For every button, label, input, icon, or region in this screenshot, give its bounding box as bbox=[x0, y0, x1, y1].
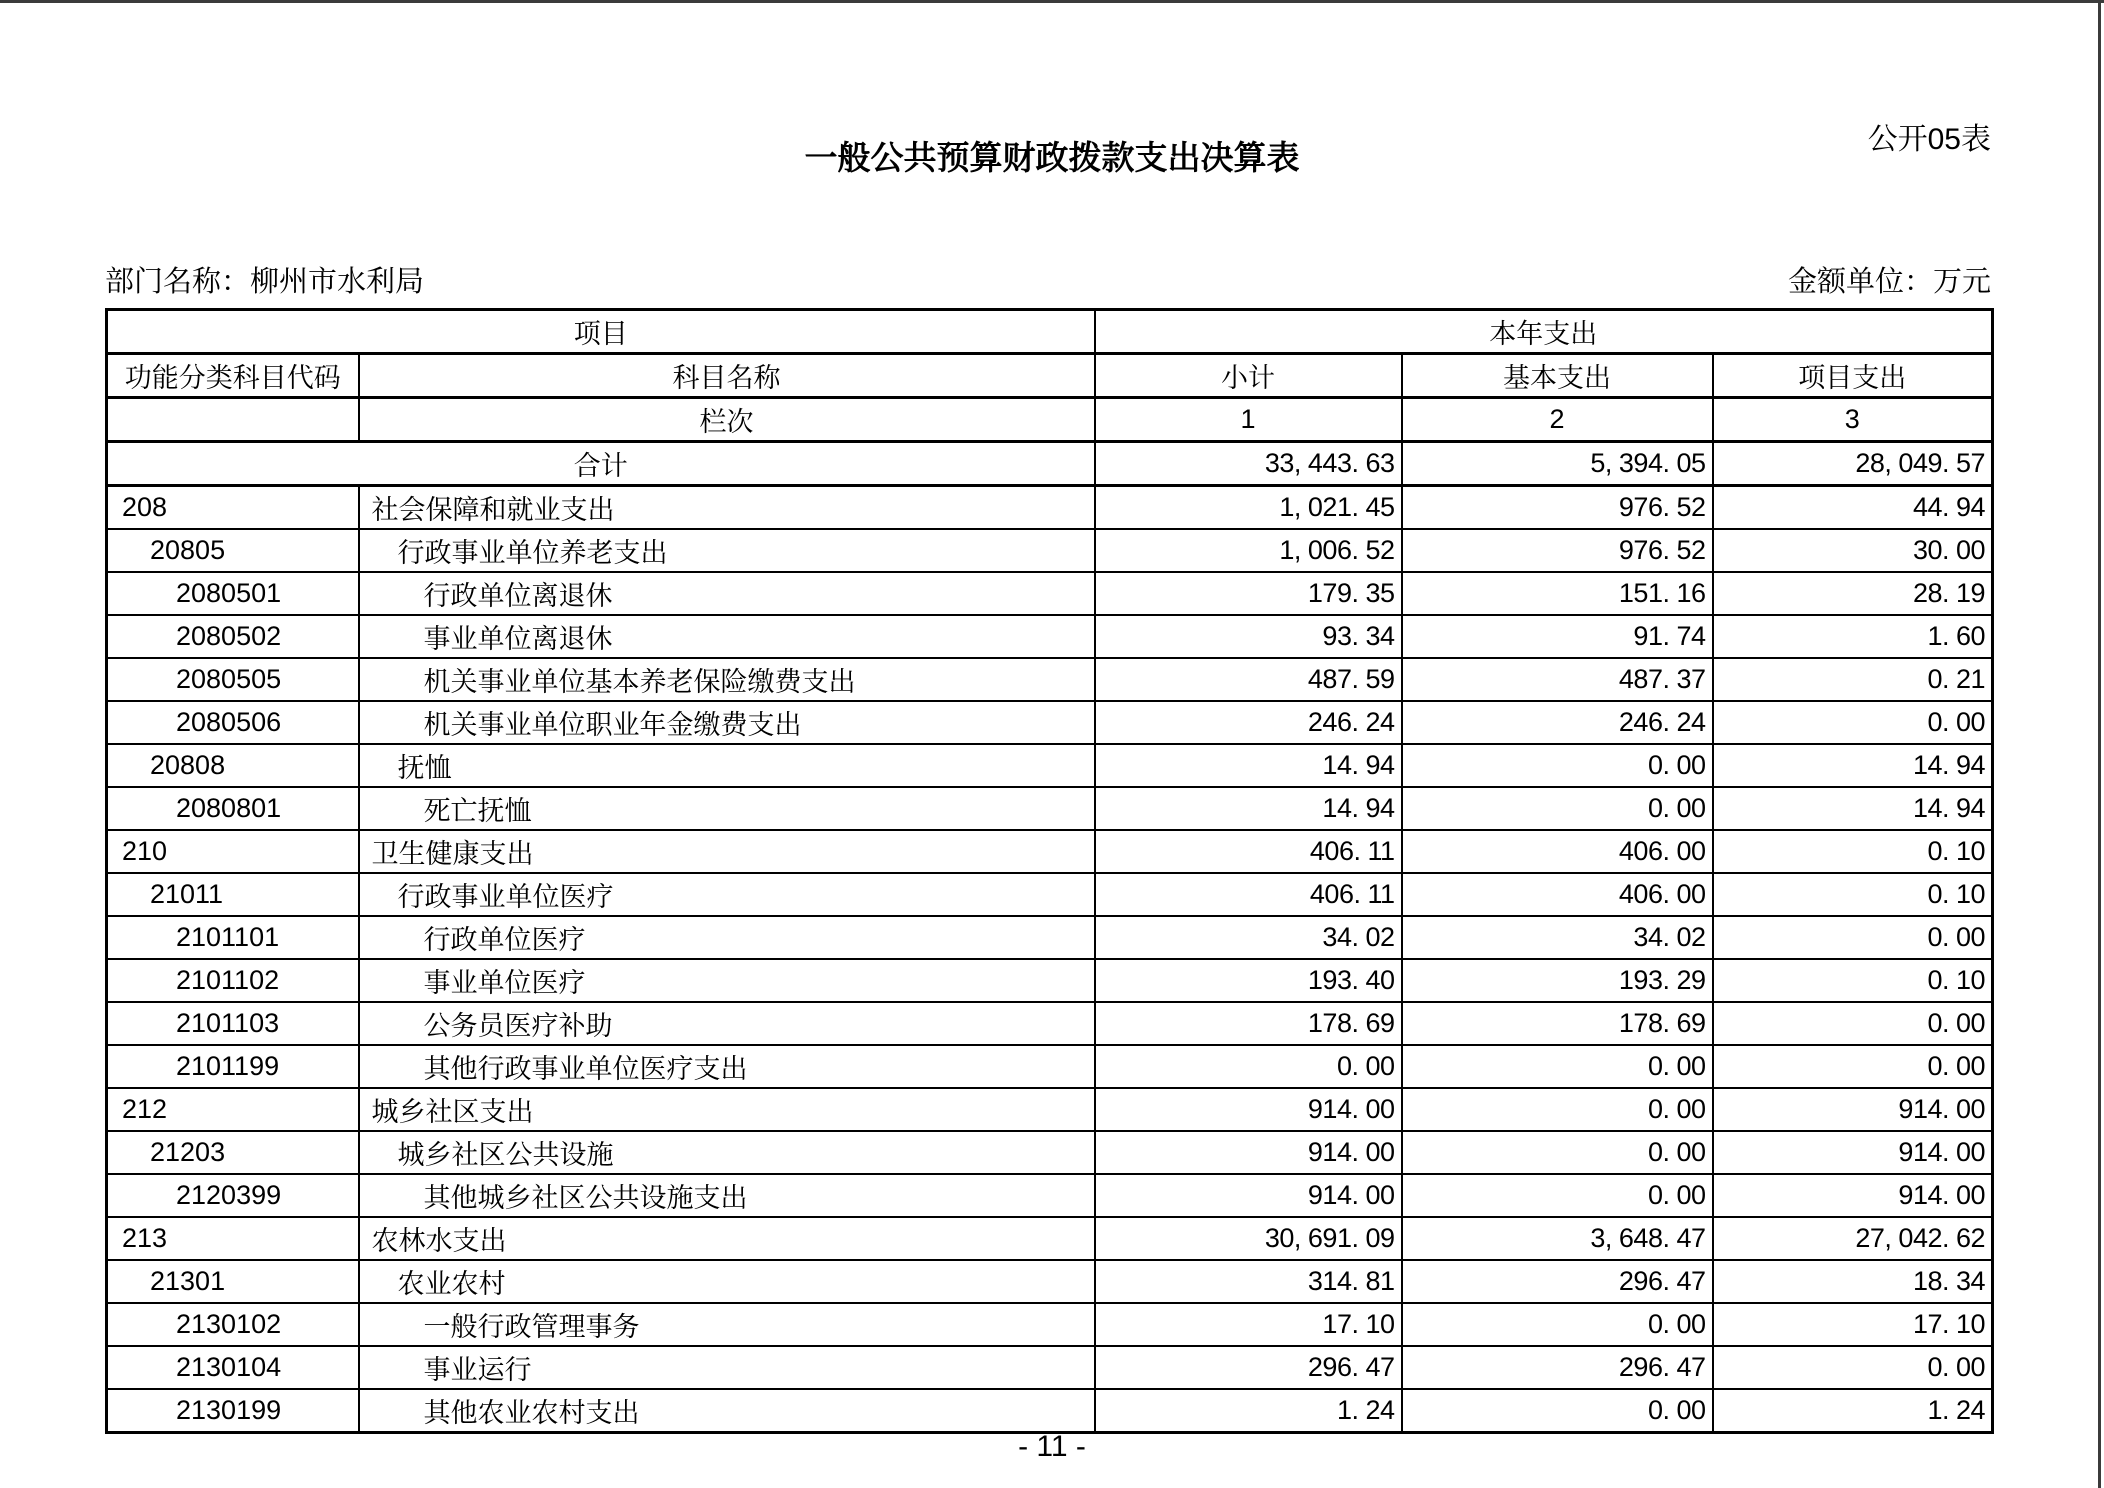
table-row bbox=[107, 744, 1993, 787]
row-function-code: 2130102 bbox=[107, 1303, 359, 1346]
table-row bbox=[107, 658, 1993, 701]
total-row bbox=[107, 442, 1993, 486]
row-subtotal-value: 296. 47 bbox=[1095, 1346, 1402, 1389]
row-subtotal-value: 1. 24 bbox=[1095, 1389, 1402, 1433]
row-project-value: 14. 94 bbox=[1713, 787, 1993, 830]
row-project-value: 27, 042. 62 bbox=[1713, 1217, 1993, 1260]
header-row-columns bbox=[107, 354, 1993, 398]
row-function-code: 2080801 bbox=[107, 787, 359, 830]
row-subject-name: 城乡社区支出 bbox=[359, 1088, 1095, 1131]
form-number-label: 公开05表 bbox=[1867, 123, 1991, 156]
row-subject-name: 抚恤 bbox=[359, 744, 1095, 787]
row-project-value: 1. 24 bbox=[1713, 1389, 1993, 1433]
page-title: 一般公共预算财政拨款支出决算表 bbox=[804, 139, 1300, 176]
header-project-expenditure: 项目支出 bbox=[1713, 354, 1993, 398]
row-basic-value: 406. 00 bbox=[1402, 830, 1713, 873]
table-row bbox=[107, 529, 1993, 572]
row-subtotal-value: 30, 691. 09 bbox=[1095, 1217, 1402, 1260]
table-row bbox=[107, 1346, 1993, 1389]
row-subject-name: 行政单位医疗 bbox=[359, 916, 1095, 959]
row-subtotal-value: 14. 94 bbox=[1095, 787, 1402, 830]
table-row bbox=[107, 572, 1993, 615]
total-subtotal-value: 33, 443. 63 bbox=[1095, 442, 1402, 486]
row-function-code: 2101102 bbox=[107, 959, 359, 1002]
row-subject-name: 农业农村 bbox=[359, 1260, 1095, 1303]
row-basic-value: 0. 00 bbox=[1402, 1088, 1713, 1131]
table-row bbox=[107, 959, 1993, 1002]
table-row bbox=[107, 701, 1993, 744]
row-subject-name: 死亡抚恤 bbox=[359, 787, 1095, 830]
row-subtotal-value: 0. 00 bbox=[1095, 1045, 1402, 1088]
header-subtotal: 小计 bbox=[1095, 354, 1402, 398]
row-function-code: 20805 bbox=[107, 529, 359, 572]
row-function-code: 2101101 bbox=[107, 916, 359, 959]
total-project-value: 28, 049. 57 bbox=[1713, 442, 1993, 486]
row-project-value: 0. 00 bbox=[1713, 1002, 1993, 1045]
header-col-index-3: 3 bbox=[1713, 398, 1993, 442]
row-function-code: 2130104 bbox=[107, 1346, 359, 1389]
row-function-code: 210 bbox=[107, 830, 359, 873]
row-project-value: 914. 00 bbox=[1713, 1174, 1993, 1217]
header-col-index-2: 2 bbox=[1402, 398, 1713, 442]
row-project-value: 18. 34 bbox=[1713, 1260, 1993, 1303]
row-subtotal-value: 1, 021. 45 bbox=[1095, 486, 1402, 530]
row-basic-value: 0. 00 bbox=[1402, 1045, 1713, 1088]
meta-row bbox=[105, 263, 1991, 301]
row-subtotal-value: 487. 59 bbox=[1095, 658, 1402, 701]
row-subtotal-value: 178. 69 bbox=[1095, 1002, 1402, 1045]
table-row bbox=[107, 1217, 1993, 1260]
row-basic-value: 976. 52 bbox=[1402, 529, 1713, 572]
row-project-value: 0. 00 bbox=[1713, 701, 1993, 744]
row-subtotal-value: 406. 11 bbox=[1095, 830, 1402, 873]
row-function-code: 2101103 bbox=[107, 1002, 359, 1045]
table-row bbox=[107, 916, 1993, 959]
header-column-index-label: 栏次 bbox=[359, 398, 1095, 442]
header-row-indexes bbox=[107, 398, 1993, 442]
table-row bbox=[107, 1303, 1993, 1346]
row-subtotal-value: 93. 34 bbox=[1095, 615, 1402, 658]
header-blank-cell bbox=[107, 398, 359, 442]
row-project-value: 1. 60 bbox=[1713, 615, 1993, 658]
table-row bbox=[107, 787, 1993, 830]
row-function-code: 21301 bbox=[107, 1260, 359, 1303]
row-basic-value: 406. 00 bbox=[1402, 873, 1713, 916]
table-row bbox=[107, 1088, 1993, 1131]
table-row bbox=[107, 1260, 1993, 1303]
table-row bbox=[107, 1045, 1993, 1088]
unit-label: 金额单位：万元 bbox=[1787, 266, 1991, 298]
row-project-value: 14. 94 bbox=[1713, 744, 1993, 787]
row-project-value: 914. 00 bbox=[1713, 1131, 1993, 1174]
row-function-code: 212 bbox=[107, 1088, 359, 1131]
row-basic-value: 34. 02 bbox=[1402, 916, 1713, 959]
row-function-code: 2130199 bbox=[107, 1389, 359, 1433]
row-subject-name: 行政单位离退休 bbox=[359, 572, 1095, 615]
row-project-value: 0. 00 bbox=[1713, 1346, 1993, 1389]
header-subject-name: 科目名称 bbox=[359, 354, 1095, 398]
table-row bbox=[107, 1131, 1993, 1174]
row-basic-value: 0. 00 bbox=[1402, 1303, 1713, 1346]
row-subject-name: 机关事业单位职业年金缴费支出 bbox=[359, 701, 1095, 744]
row-project-value: 0. 10 bbox=[1713, 873, 1993, 916]
row-project-value: 28. 19 bbox=[1713, 572, 1993, 615]
row-subject-name: 行政事业单位养老支出 bbox=[359, 529, 1095, 572]
row-subtotal-value: 406. 11 bbox=[1095, 873, 1402, 916]
row-subtotal-value: 17. 10 bbox=[1095, 1303, 1402, 1346]
row-subject-name: 一般行政管理事务 bbox=[359, 1303, 1095, 1346]
row-subject-name: 公务员医疗补助 bbox=[359, 1002, 1095, 1045]
row-function-code: 2080506 bbox=[107, 701, 359, 744]
header-row-groups bbox=[107, 310, 1993, 354]
row-project-value: 0. 00 bbox=[1713, 916, 1993, 959]
row-basic-value: 3, 648. 47 bbox=[1402, 1217, 1713, 1260]
row-basic-value: 487. 37 bbox=[1402, 658, 1713, 701]
row-basic-value: 0. 00 bbox=[1402, 1389, 1713, 1433]
row-subject-name: 事业单位医疗 bbox=[359, 959, 1095, 1002]
row-function-code: 2120399 bbox=[107, 1174, 359, 1217]
row-project-value: 30. 00 bbox=[1713, 529, 1993, 572]
page-top-edge-line bbox=[0, 0, 2104, 3]
row-subject-name: 其他城乡社区公共设施支出 bbox=[359, 1174, 1095, 1217]
total-basic-value: 5, 394. 05 bbox=[1402, 442, 1713, 486]
row-project-value: 0. 21 bbox=[1713, 658, 1993, 701]
row-function-code: 2080502 bbox=[107, 615, 359, 658]
row-subtotal-value: 246. 24 bbox=[1095, 701, 1402, 744]
row-basic-value: 246. 24 bbox=[1402, 701, 1713, 744]
row-function-code: 213 bbox=[107, 1217, 359, 1260]
table-row bbox=[107, 615, 1993, 658]
row-basic-value: 0. 00 bbox=[1402, 744, 1713, 787]
row-subject-name: 机关事业单位基本养老保险缴费支出 bbox=[359, 658, 1095, 701]
row-subtotal-value: 34. 02 bbox=[1095, 916, 1402, 959]
row-function-code: 20808 bbox=[107, 744, 359, 787]
header-year-expenditure-group: 本年支出 bbox=[1095, 310, 1993, 354]
row-subtotal-value: 914. 00 bbox=[1095, 1131, 1402, 1174]
row-subtotal-value: 14. 94 bbox=[1095, 744, 1402, 787]
row-function-code: 21203 bbox=[107, 1131, 359, 1174]
row-subject-name: 社会保障和就业支出 bbox=[359, 486, 1095, 530]
row-subject-name: 事业单位离退休 bbox=[359, 615, 1095, 658]
row-subtotal-value: 914. 00 bbox=[1095, 1174, 1402, 1217]
table-row bbox=[107, 873, 1993, 916]
row-project-value: 914. 00 bbox=[1713, 1088, 1993, 1131]
table-row bbox=[107, 830, 1993, 873]
row-basic-value: 296. 47 bbox=[1402, 1260, 1713, 1303]
row-basic-value: 0. 00 bbox=[1402, 1174, 1713, 1217]
budget-table bbox=[105, 308, 1994, 1434]
row-function-code: 2080505 bbox=[107, 658, 359, 701]
row-function-code: 208 bbox=[107, 486, 359, 530]
header-basic-expenditure: 基本支出 bbox=[1402, 354, 1713, 398]
department-name-label: 部门名称：柳州市水利局 bbox=[105, 266, 425, 298]
page-number: - 11 - bbox=[1018, 1430, 1086, 1463]
row-basic-value: 0. 00 bbox=[1402, 787, 1713, 830]
row-subtotal-value: 179. 35 bbox=[1095, 572, 1402, 615]
row-subject-name: 农林水支出 bbox=[359, 1217, 1095, 1260]
row-project-value: 44. 94 bbox=[1713, 486, 1993, 530]
row-function-code: 21011 bbox=[107, 873, 359, 916]
row-basic-value: 151. 16 bbox=[1402, 572, 1713, 615]
row-project-value: 0. 10 bbox=[1713, 830, 1993, 873]
row-project-value: 0. 10 bbox=[1713, 959, 1993, 1002]
row-project-value: 0. 00 bbox=[1713, 1045, 1993, 1088]
row-basic-value: 0. 00 bbox=[1402, 1131, 1713, 1174]
header-col-index-1: 1 bbox=[1095, 398, 1402, 442]
row-subject-name: 行政事业单位医疗 bbox=[359, 873, 1095, 916]
table-row bbox=[107, 1174, 1993, 1217]
row-basic-value: 976. 52 bbox=[1402, 486, 1713, 530]
header-item-group: 项目 bbox=[107, 310, 1095, 354]
row-subtotal-value: 314. 81 bbox=[1095, 1260, 1402, 1303]
row-function-code: 2080501 bbox=[107, 572, 359, 615]
row-subject-name: 卫生健康支出 bbox=[359, 830, 1095, 873]
row-basic-value: 193. 29 bbox=[1402, 959, 1713, 1002]
page-right-edge-line bbox=[2098, 0, 2101, 1488]
table-row bbox=[107, 486, 1993, 530]
row-basic-value: 91. 74 bbox=[1402, 615, 1713, 658]
row-function-code: 2101199 bbox=[107, 1045, 359, 1088]
row-subject-name: 其他农业农村支出 bbox=[359, 1389, 1095, 1433]
row-subtotal-value: 193. 40 bbox=[1095, 959, 1402, 1002]
row-subtotal-value: 1, 006. 52 bbox=[1095, 529, 1402, 572]
table-row bbox=[107, 1002, 1993, 1045]
row-subject-name: 城乡社区公共设施 bbox=[359, 1131, 1095, 1174]
header-function-code: 功能分类科目代码 bbox=[107, 354, 359, 398]
row-subject-name: 其他行政事业单位医疗支出 bbox=[359, 1045, 1095, 1088]
table-row bbox=[107, 1389, 1993, 1433]
row-basic-value: 178. 69 bbox=[1402, 1002, 1713, 1045]
row-basic-value: 296. 47 bbox=[1402, 1346, 1713, 1389]
row-subject-name: 事业运行 bbox=[359, 1346, 1095, 1389]
row-subtotal-value: 914. 00 bbox=[1095, 1088, 1402, 1131]
row-project-value: 17. 10 bbox=[1713, 1303, 1993, 1346]
total-row-label: 合计 bbox=[107, 442, 1095, 486]
